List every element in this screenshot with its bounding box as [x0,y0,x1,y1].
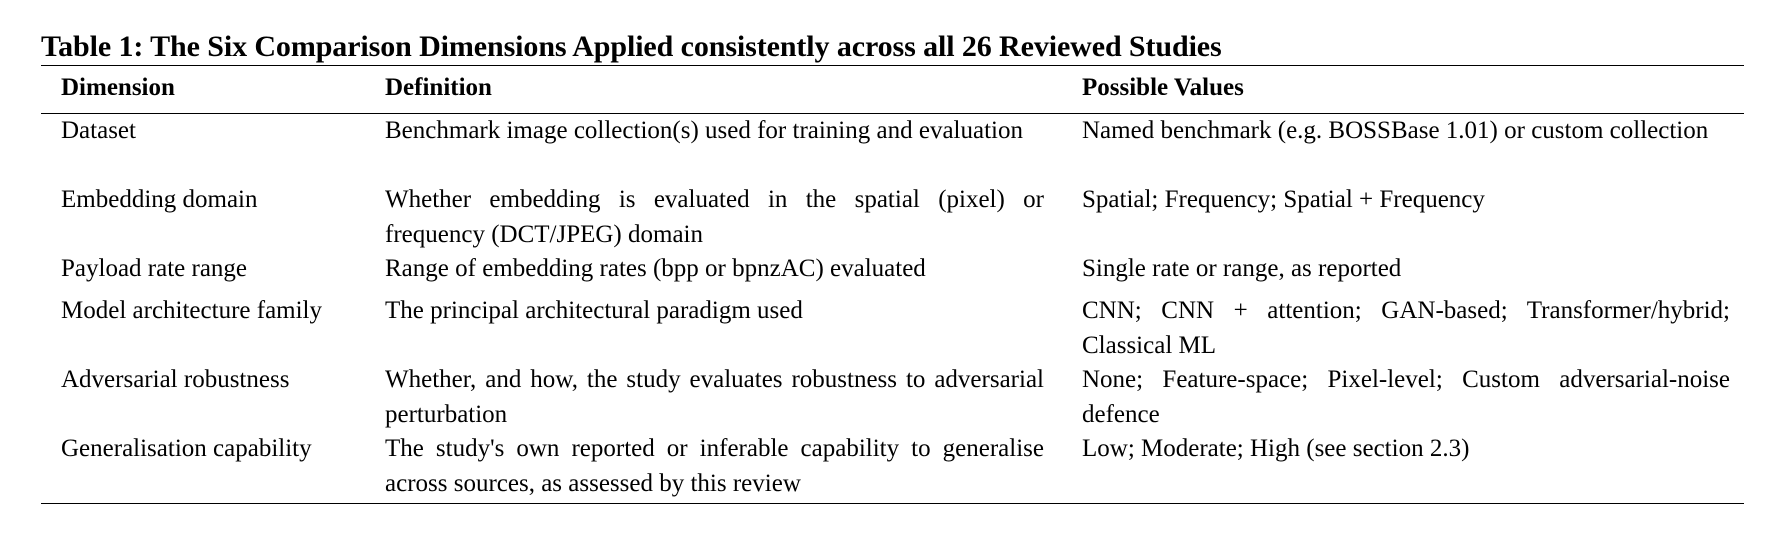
table-row [0,252,1785,294]
row-values: Low; Moderate; High (see section 2.3) [1082,435,1470,462]
row-dimension: Model architecture family [61,297,322,324]
row-values: None; Feature-space; Pixel-level; Custom adversarial-noise defence [1082,366,1730,428]
table-row [0,114,1785,183]
row-definition: Whether, and how, the study evaluates robustness to adversarial perturbation [385,366,1044,428]
table-row [0,183,1785,252]
table-caption: Table 1: The Six Comparison Dimensions Applied consistently across all 26 Reviewed Studies [41,30,1222,63]
header-dimension: Dimension [61,74,175,101]
row-values: CNN; CNN + attention; GAN-based; Transformer/hybrid; Classical ML [1082,297,1730,359]
row-dimension: Generalisation capability [61,435,312,462]
row-dimension: Embedding domain [61,186,258,213]
header-possible-values: Possible Values [1082,74,1244,101]
row-values: Spatial; Frequency; Spatial + Frequency [1082,186,1485,213]
row-values: Named benchmark (e.g. BOSSBase 1.01) or custom collection [1082,117,1709,144]
row-dimension: Payload rate range [61,255,248,282]
table-body [0,114,1785,501]
row-dimension: Adversarial robustness [61,366,290,393]
row-values: Single rate or range, as reported [1082,255,1402,282]
table-row [0,432,1785,501]
table-row [0,294,1785,363]
row-definition: Benchmark image collection(s) used for training and evaluation [385,117,1023,144]
table-row [0,363,1785,432]
row-definition: The principal architectural paradigm used [385,297,803,324]
row-definition: Whether embedding is evaluated in the spatial (pixel) or frequency (DCT/JPEG) domain [385,186,1044,248]
row-definition: Range of embedding rates (bpp or bpnzAC) evaluated [385,255,926,282]
header-definition: Definition [385,74,492,101]
table-top-rule [41,65,1744,66]
row-dimension: Dataset [61,117,136,144]
row-definition: The study's own reported or inferable capability to generalise across sources, as assessed by this review [385,435,1044,497]
table-header-row [0,71,1785,107]
table-bottom-rule [41,503,1744,504]
